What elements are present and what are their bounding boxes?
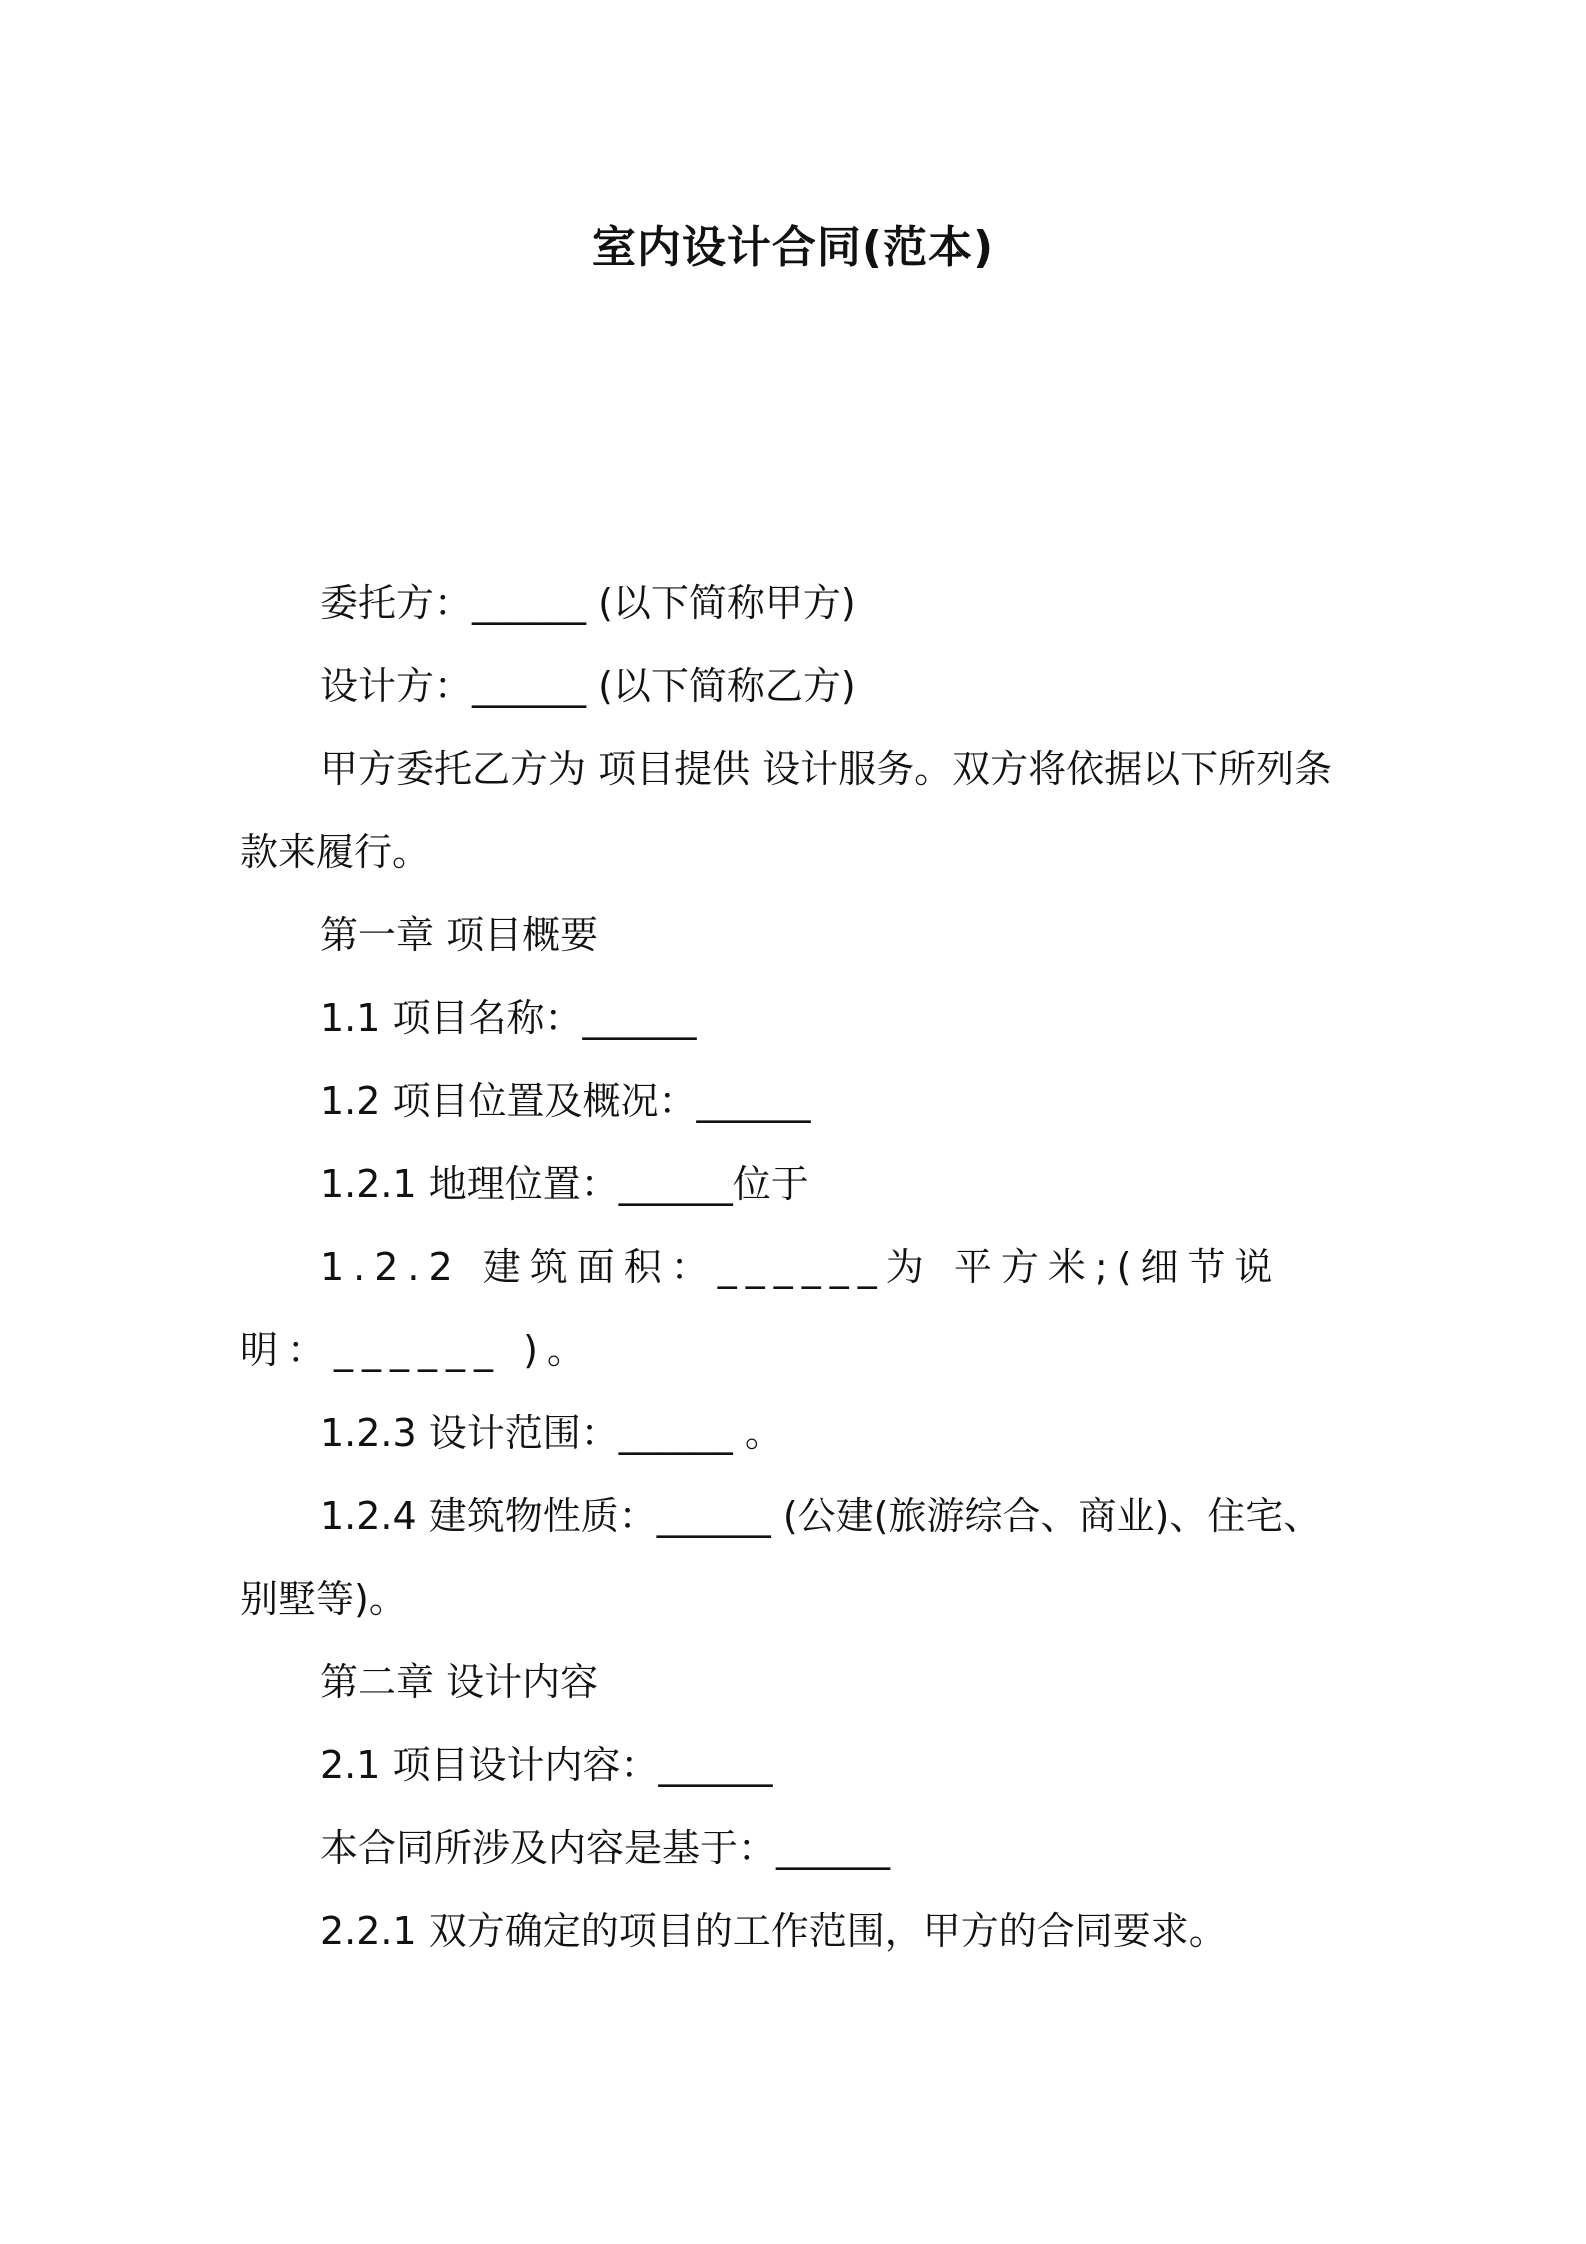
clause-1-2-2-building-area: 1.2.2 建筑面积：______为 平方米;(细节说明：______ )。 xyxy=(240,1245,1282,1372)
clause-1-2-4-building-nature: 1.2.4 建筑物性质：______ (公建(旅游综合、商业)、住宅、别墅等)。 xyxy=(240,1494,1322,1621)
designer-party-line: 设计方：______ (以下简称乙方) xyxy=(320,664,856,708)
clause-2-2-1-work-scope: 2.2.1 双方确定的项目的工作范围，甲方的合同要求。 xyxy=(320,1909,1227,1953)
contract-basis-line: 本合同所涉及内容是基于：______ xyxy=(320,1826,891,1870)
commission-statement: 甲方委托乙方为 项目提供 设计服务。双方将依据以下所列条款来履行。 xyxy=(240,747,1333,874)
client-party-line: 委托方：______ (以下简称甲方) xyxy=(320,581,856,625)
chapter-1-heading: 第一章 项目概要 xyxy=(320,913,599,957)
clause-1-2-3-design-scope: 1.2.3 设计范围：______ 。 xyxy=(320,1411,783,1455)
clause-1-2-1-geographic-location: 1.2.1 地理位置：______位于 xyxy=(320,1162,809,1206)
clause-1-2-project-location: 1.2 项目位置及概况：______ xyxy=(320,1079,811,1123)
clause-1-1-project-name: 1.1 项目名称：______ xyxy=(320,996,697,1040)
document-title: 室内设计合同(范本) xyxy=(591,222,995,273)
chapter-2-heading: 第二章 设计内容 xyxy=(320,1660,599,1704)
clause-2-1-design-content: 2.1 项目设计内容：______ xyxy=(320,1743,773,1787)
